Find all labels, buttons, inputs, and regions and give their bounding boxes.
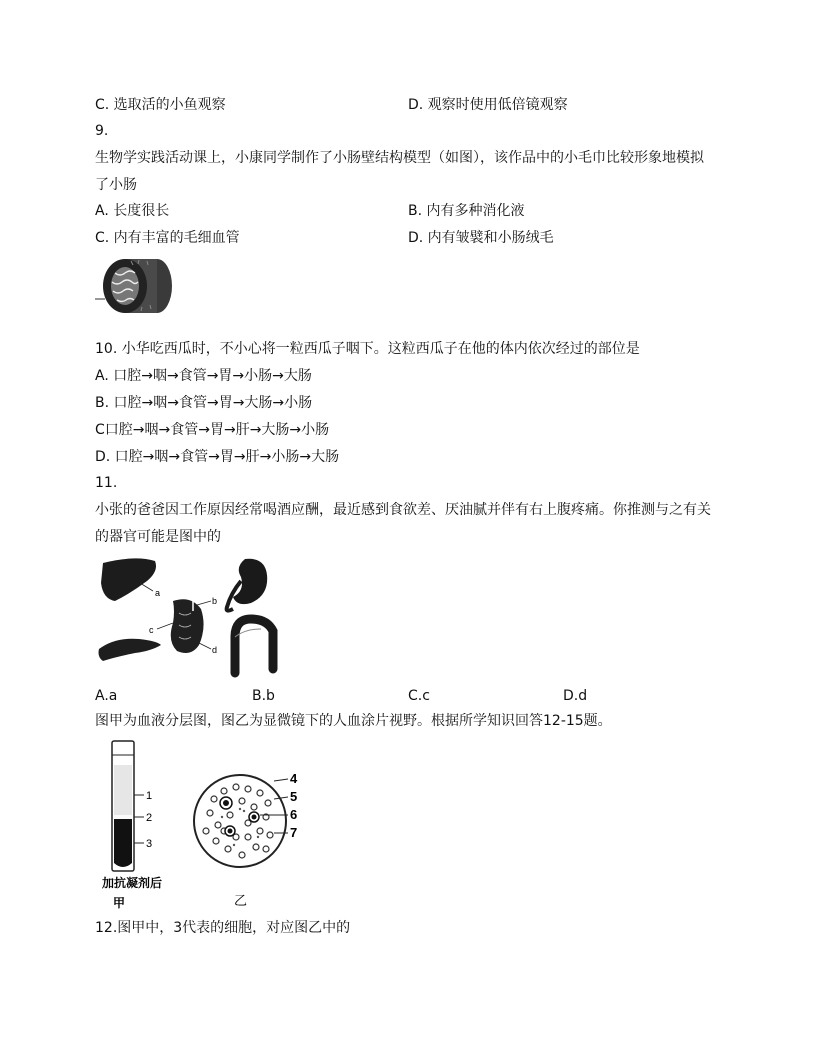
- smear-label-6: 6: [290, 807, 298, 822]
- q11-stem-line2: 的器官可能是图中的: [95, 529, 221, 545]
- label-b: b: [212, 596, 218, 606]
- q11-option-b: B.b: [252, 688, 275, 704]
- q11-number: 11.: [95, 475, 118, 491]
- q10-stem: 10. 小华吃西瓜时，不小心将一粒西瓜子咽下。这粒西瓜子在他的体内依次经过的部位是: [95, 341, 640, 357]
- label-d: d: [212, 645, 218, 655]
- smear-label-7: 7: [290, 825, 298, 840]
- tube-label-3: 3: [146, 838, 153, 850]
- q11-option-a: A.a: [95, 688, 118, 704]
- digestive-organs-figure: [95, 553, 285, 683]
- label-c: c: [149, 625, 154, 635]
- tube-label-2: 2: [146, 812, 153, 824]
- tube-caption: 加抗凝剂后: [102, 876, 163, 890]
- tube-label-1: 1: [146, 790, 153, 802]
- q9-option-c: C. 内有丰富的毛细血管: [95, 230, 240, 246]
- q10-option-a: A. 口腔→咽→食管→胃→小肠→大肠: [95, 368, 312, 384]
- q10-option-d: D. 口腔→咽→食管→胃→肝→小肠→大肠: [95, 449, 340, 465]
- q9-stem-line1: 生物学实践活动课上，小康同学制作了小肠壁结构模型（如图），该作品中的小毛巾比较形象地模拟: [95, 150, 704, 166]
- q11-option-d: D.d: [563, 688, 588, 704]
- intro-12-15: 图甲为血液分层图，图乙为显微镜下的人血涂片视野。根据所学知识回答12-15题。: [95, 713, 612, 729]
- q12-stem: 12.图甲中，3代表的细胞，对应图乙中的: [95, 920, 351, 936]
- q11-option-c: C.c: [408, 688, 430, 704]
- q8-option-d: D. 观察时使用低倍镜观察: [408, 97, 568, 113]
- smear-label-4: 4: [290, 771, 298, 786]
- smear-label-5: 5: [290, 789, 298, 804]
- blood-figure: [98, 737, 338, 913]
- q8-option-c: C. 选取活的小鱼观察: [95, 97, 226, 113]
- q10-option-b: B. 口腔→咽→食管→胃→大肠→小肠: [95, 395, 313, 411]
- smear-caption: 乙: [234, 894, 248, 909]
- q9-number: 9.: [95, 123, 109, 139]
- tube-caption-jia: 甲: [113, 896, 126, 910]
- q9-option-b: B. 内有多种消化液: [408, 203, 525, 219]
- intestine-model-figure: [95, 255, 175, 317]
- q9-option-a: A. 长度很长: [95, 203, 170, 219]
- label-a: a: [155, 588, 161, 598]
- q9-stem-line2: 了小肠: [95, 177, 137, 193]
- q10-option-c: C口腔→咽→食管→胃→肝→大肠→小肠: [95, 422, 330, 438]
- q11-stem-line1: 小张的爸爸因工作原因经常喝酒应酬，最近感到食欲差、厌油腻并伴有右上腹疼痛。你推测与之有关: [95, 502, 711, 518]
- q9-option-d: D. 内有皱襞和小肠绒毛: [408, 230, 554, 246]
